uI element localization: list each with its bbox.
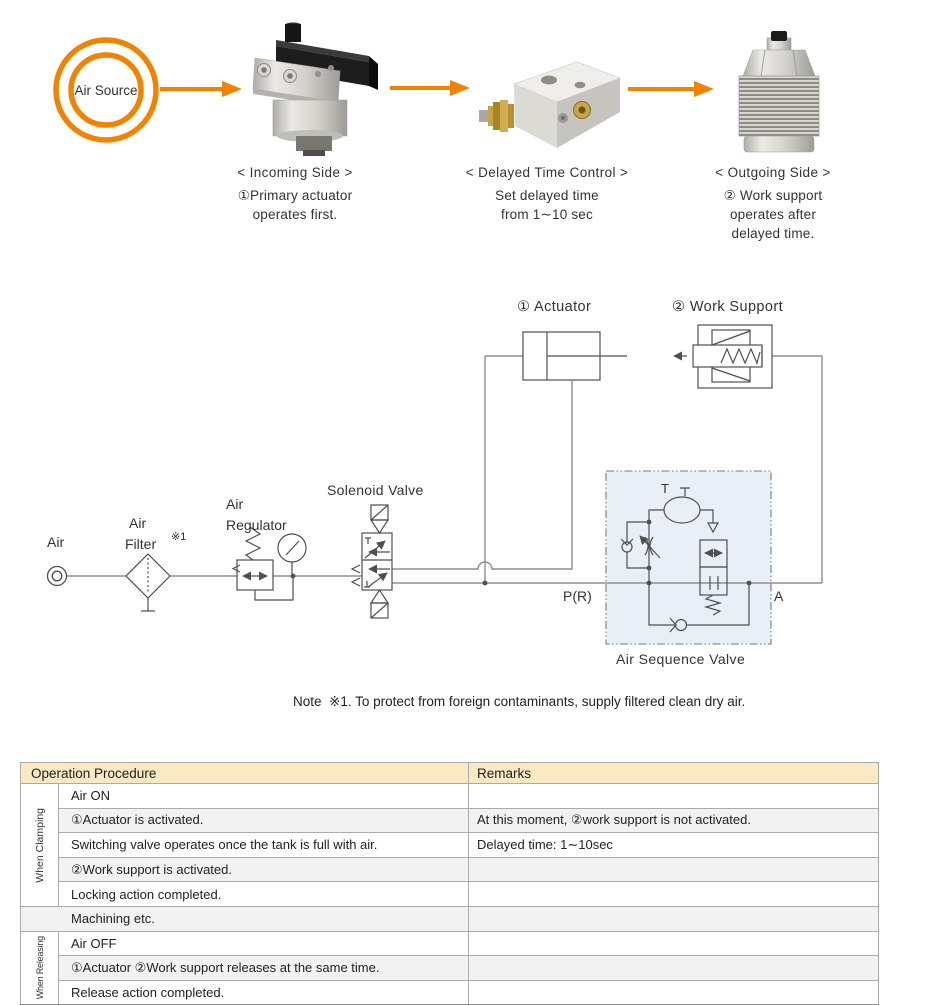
remarks-cell: Delayed time: 1∼10sec [469, 833, 879, 858]
remarks-cell [469, 784, 879, 809]
table-row [21, 808, 879, 833]
step-line: operates first. [252, 207, 338, 222]
product-photo-actuator [253, 23, 378, 157]
solenoid-valve-label: Solenoid Valve [327, 482, 424, 498]
step-line: ①Primary actuator [237, 188, 353, 203]
group-cell-releasing [21, 931, 59, 1005]
solenoid-valve-symbol [352, 505, 392, 618]
work-support-label: ② Work Support [672, 299, 784, 315]
table-row [21, 906, 879, 931]
step-caption: < Delayed Time Control > [465, 165, 629, 180]
remarks-cell: At this moment, ②work support is not activated. [469, 808, 879, 833]
air-regulator-label-1: Air [226, 496, 244, 512]
step-line: from 1∼10 sec [501, 207, 593, 222]
air-filter-symbol [126, 554, 170, 611]
remarks-cell [469, 882, 879, 907]
flow-step-delay [447, 165, 647, 224]
arrow-right-icon [628, 81, 714, 97]
table-row [21, 931, 879, 956]
procedure-cell: Locking action completed. [59, 882, 469, 907]
table-header-row [21, 763, 879, 784]
tank-label: T [661, 481, 669, 496]
product-photo-sequence-valve [479, 62, 620, 148]
procedure-cell: ②Work support is activated. [59, 857, 469, 882]
procedure-cell: Air OFF [59, 931, 469, 956]
step-caption: < Outgoing Side > [715, 165, 831, 180]
step-line: operates after [729, 207, 817, 222]
air-filter-label-2: Filter [125, 536, 157, 552]
table-row [21, 882, 879, 907]
procedure-cell: Release action completed. [59, 980, 469, 1005]
procedure-cell: Air ON [59, 784, 469, 809]
step-caption: < Incoming Side > [237, 165, 353, 180]
step-line: delayed time. [731, 226, 815, 241]
step-line: ② Work support [723, 188, 823, 203]
group-label-when-releasing: When Releasing [34, 936, 45, 1000]
group-cell-clamping [21, 784, 59, 907]
procedure-cell: ①Actuator ②Work support releases at the same time. [59, 956, 469, 981]
operation-table [20, 762, 879, 1005]
work-support-symbol [674, 325, 772, 388]
arrow-right-icon [160, 81, 242, 97]
footnote: Note ※1. To protect from foreign contaminants, supply filtered clean dry air. [293, 694, 746, 709]
table-row [21, 956, 879, 981]
arrow-right-icon [390, 80, 470, 96]
table-row [21, 857, 879, 882]
step-line: Set delayed time [495, 188, 599, 203]
procedure-cell: ①Actuator is activated. [59, 808, 469, 833]
actuator-label: ① Actuator [517, 299, 592, 315]
actuator-symbol [523, 332, 627, 380]
port-a-label: A [774, 588, 784, 604]
air-sequence-valve-label: Air Sequence Valve [616, 651, 746, 667]
group-label-when-clamping: When Clamping [33, 807, 46, 883]
table-row [21, 980, 879, 1005]
air-source-symbol [48, 567, 67, 586]
air-label: Air [47, 534, 65, 550]
circuit-diagram [0, 260, 930, 700]
port-pr-label: P(R) [563, 588, 592, 604]
air-source-label: Air Source [74, 83, 138, 98]
procedure-cell: Switching valve operates once the tank is full with air. [59, 833, 469, 858]
product-photo-work-support [739, 31, 819, 152]
table-row [21, 833, 879, 858]
remarks-cell [469, 956, 879, 981]
air-source-badge [56, 40, 156, 140]
col-header-procedure: Operation Procedure [21, 763, 469, 784]
flow-step-outgoing [690, 165, 856, 243]
remarks-cell [469, 906, 879, 931]
procedure-cell: Machining etc. [21, 906, 469, 931]
pressure-gauge-symbol [278, 534, 306, 576]
remarks-cell [469, 931, 879, 956]
table-row [21, 784, 879, 809]
air-filter-label-1: Air [129, 515, 147, 531]
air-sequence-valve-box [606, 471, 771, 644]
air-regulator-label-2: Regulator [226, 517, 287, 533]
remarks-cell [469, 857, 879, 882]
filter-footnote-ref: ※1 [171, 531, 187, 543]
flow-step-incoming [200, 165, 390, 224]
remarks-cell [469, 980, 879, 1005]
col-header-remarks: Remarks [469, 763, 879, 784]
